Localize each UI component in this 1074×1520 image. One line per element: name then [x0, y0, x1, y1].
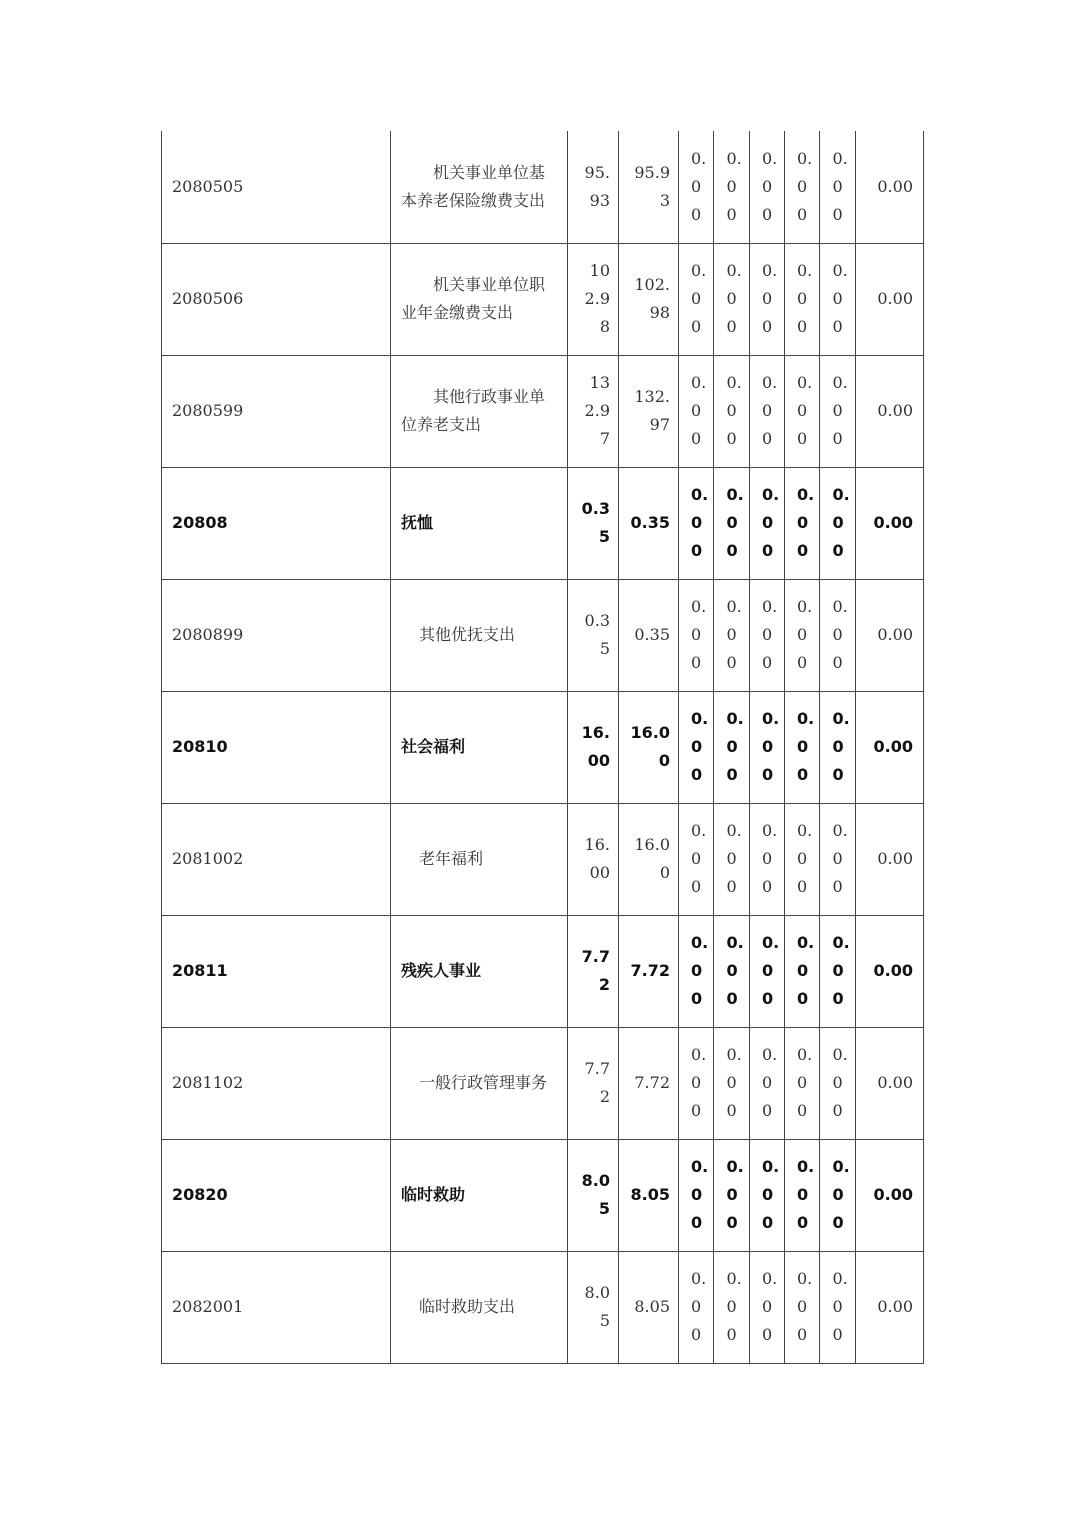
cell-zero-1	[679, 1027, 714, 1139]
cell-zero-4	[785, 803, 820, 915]
cell-code	[162, 355, 391, 467]
cell-amount-basic	[619, 1027, 679, 1139]
cell-zero-1	[679, 803, 714, 915]
cell-zero-1-text: 0.00	[691, 597, 707, 672]
cell-zero-5	[820, 131, 856, 243]
cell-zero-4-text: 0.00	[797, 709, 815, 784]
cell-code-text: 2080506	[172, 289, 244, 308]
cell-code	[162, 803, 391, 915]
cell-zero-4	[785, 915, 820, 1027]
cell-zero-1-text: 0.00	[691, 1045, 707, 1120]
cell-amount-total	[568, 579, 619, 691]
cell-zero-5	[820, 355, 856, 467]
cell-zero-2-text: 0.00	[726, 1157, 744, 1232]
cell-zero-3	[750, 803, 785, 915]
cell-zero-2-text: 0.00	[726, 933, 744, 1008]
cell-amount-basic-text: 16.00	[630, 723, 670, 770]
cell-zero-2	[714, 1139, 750, 1251]
table-row	[162, 243, 924, 355]
cell-name-text: 一般行政管理事务	[419, 1073, 548, 1092]
cell-zero-5-text: 0.00	[832, 261, 848, 336]
cell-amount-total	[568, 803, 619, 915]
cell-zero-3	[750, 1251, 785, 1363]
cell-amount-total	[568, 1027, 619, 1139]
cell-zero-2	[714, 467, 750, 579]
cell-zero-2	[714, 803, 750, 915]
cell-zero-1-text: 0.00	[691, 485, 709, 560]
cell-zero-4	[785, 467, 820, 579]
cell-zero-1	[679, 1139, 714, 1251]
cell-amount-other	[856, 691, 924, 803]
cell-amount-total-text: 7.72	[581, 947, 610, 994]
cell-code	[162, 1139, 391, 1251]
cell-zero-4-text: 0.00	[797, 1157, 815, 1232]
cell-amount-other	[856, 243, 924, 355]
cell-zero-5-text: 0.00	[832, 373, 848, 448]
cell-amount-total	[568, 467, 619, 579]
cell-amount-basic	[619, 1251, 679, 1363]
cell-zero-5	[820, 803, 856, 915]
cell-zero-5-text: 0.00	[832, 485, 850, 560]
cell-amount-basic-text: 102.98	[634, 275, 670, 322]
table-body	[162, 131, 924, 1363]
cell-zero-1	[679, 691, 714, 803]
cell-zero-5	[820, 243, 856, 355]
cell-zero-4-text: 0.00	[797, 485, 815, 560]
cell-amount-other-text: 0.00	[877, 176, 913, 196]
table-row	[162, 467, 924, 579]
cell-amount-other-text: 0.00	[877, 1073, 913, 1092]
cell-amount-other	[856, 1027, 924, 1139]
cell-name-text: 其他优抚支出	[419, 625, 516, 644]
cell-zero-2-text: 0.00	[726, 1045, 742, 1120]
table-row	[162, 131, 924, 243]
cell-amount-other	[856, 803, 924, 915]
cell-zero-2-text: 0.00	[726, 821, 742, 896]
cell-code-text: 2080599	[172, 401, 244, 420]
cell-zero-5-text: 0.00	[832, 933, 850, 1008]
cell-zero-1-text: 0.00	[691, 821, 707, 896]
cell-amount-other-text: 0.00	[877, 625, 913, 644]
cell-name-text: 临时救助支出	[419, 1297, 516, 1316]
cell-zero-5-text: 0.00	[832, 1269, 848, 1344]
cell-zero-3-text: 0.00	[762, 709, 780, 784]
cell-amount-other	[856, 579, 924, 691]
cell-amount-basic	[619, 691, 679, 803]
cell-zero-3-text: 0.00	[762, 821, 778, 896]
cell-zero-5-text: 0.00	[832, 709, 850, 784]
cell-zero-3-text: 0.00	[762, 1269, 778, 1344]
cell-code	[162, 1251, 391, 1363]
cell-zero-4-text: 0.00	[797, 821, 813, 896]
cell-zero-4	[785, 579, 820, 691]
cell-zero-4-text: 0.00	[797, 1045, 813, 1120]
cell-zero-3	[750, 131, 785, 243]
cell-zero-4-text: 0.00	[797, 933, 815, 1008]
cell-amount-other	[856, 467, 924, 579]
cell-zero-1	[679, 355, 714, 467]
cell-amount-total	[568, 131, 619, 243]
cell-zero-5	[820, 1251, 856, 1363]
cell-name	[391, 915, 568, 1027]
cell-amount-other	[856, 1139, 924, 1251]
cell-zero-3	[750, 915, 785, 1027]
cell-zero-5	[820, 691, 856, 803]
cell-name	[391, 355, 568, 467]
cell-amount-total	[568, 355, 619, 467]
cell-zero-2	[714, 131, 750, 243]
cell-code-text: 2080899	[172, 625, 244, 644]
cell-amount-total	[568, 243, 619, 355]
cell-amount-total-text: 7.72	[584, 1059, 610, 1106]
cell-zero-3-text: 0.00	[762, 148, 778, 224]
cell-amount-basic-text: 132.97	[634, 387, 670, 434]
cell-zero-2-text: 0.00	[726, 485, 744, 560]
cell-name-text: 机关事业单位基本养老保险缴费支出	[401, 162, 546, 210]
cell-amount-basic-text: 16.00	[634, 835, 670, 882]
cell-zero-3	[750, 243, 785, 355]
cell-name	[391, 467, 568, 579]
cell-name	[391, 1027, 568, 1139]
cell-name-text: 临时救助	[401, 1185, 466, 1204]
cell-zero-4	[785, 1139, 820, 1251]
cell-zero-3-text: 0.00	[762, 261, 778, 336]
cell-amount-total	[568, 915, 619, 1027]
cell-zero-2	[714, 355, 750, 467]
cell-zero-3	[750, 355, 785, 467]
cell-zero-2-text: 0.00	[726, 1269, 742, 1344]
cell-zero-3-text: 0.00	[762, 597, 778, 672]
cell-amount-total	[568, 1251, 619, 1363]
cell-zero-3	[750, 467, 785, 579]
cell-amount-total-text: 102.98	[584, 261, 610, 336]
cell-code	[162, 915, 391, 1027]
cell-amount-other	[856, 1251, 924, 1363]
cell-amount-basic	[619, 915, 679, 1027]
cell-zero-4	[785, 131, 820, 243]
cell-zero-1	[679, 1251, 714, 1363]
cell-amount-total-text: 132.97	[584, 373, 610, 448]
cell-amount-total-text: 16.00	[581, 723, 610, 770]
table-row	[162, 579, 924, 691]
cell-name-text: 抚恤	[401, 513, 434, 532]
cell-code	[162, 691, 391, 803]
cell-zero-4	[785, 1251, 820, 1363]
cell-zero-1	[679, 467, 714, 579]
cell-zero-4	[785, 355, 820, 467]
cell-zero-1-text: 0.00	[691, 1157, 709, 1232]
cell-amount-basic	[619, 131, 679, 243]
cell-zero-3	[750, 1027, 785, 1139]
cell-amount-other	[856, 131, 924, 243]
cell-name	[391, 1251, 568, 1363]
cell-name	[391, 691, 568, 803]
cell-code-text: 20808	[172, 513, 228, 532]
cell-zero-3	[750, 579, 785, 691]
cell-zero-3-text: 0.00	[762, 1157, 780, 1232]
cell-zero-2-text: 0.00	[726, 597, 742, 672]
table-row	[162, 355, 924, 467]
cell-amount-total-text: 8.05	[581, 1171, 610, 1218]
cell-amount-other-text: 0.00	[877, 1297, 913, 1316]
cell-amount-basic	[619, 355, 679, 467]
cell-zero-3	[750, 691, 785, 803]
cell-amount-basic	[619, 803, 679, 915]
table-row	[162, 691, 924, 803]
cell-zero-1	[679, 579, 714, 691]
cell-zero-2	[714, 691, 750, 803]
cell-zero-5	[820, 579, 856, 691]
cell-zero-5	[820, 1139, 856, 1251]
cell-amount-total	[568, 1139, 619, 1251]
table-row	[162, 1139, 924, 1251]
cell-code-text: 20810	[172, 737, 228, 756]
cell-amount-basic-text: 0.35	[634, 625, 670, 644]
cell-amount-basic-text: 8.05	[630, 1185, 670, 1204]
cell-zero-2-text: 0.00	[726, 261, 742, 336]
cell-zero-3	[750, 1139, 785, 1251]
cell-zero-5-text: 0.00	[832, 821, 848, 896]
cell-name	[391, 1139, 568, 1251]
cell-zero-1	[679, 915, 714, 1027]
cell-amount-other-text: 0.00	[873, 961, 913, 980]
cell-amount-basic	[619, 467, 679, 579]
cell-amount-other-text: 0.00	[873, 737, 913, 756]
cell-zero-4-text: 0.00	[797, 148, 813, 224]
cell-name-text: 社会福利	[401, 737, 466, 756]
cell-amount-basic	[619, 579, 679, 691]
cell-code-text: 2080505	[172, 176, 244, 196]
cell-zero-1-text: 0.00	[691, 261, 707, 336]
cell-code-text: 2081102	[172, 1073, 244, 1092]
cell-zero-1	[679, 131, 714, 243]
cell-zero-4	[785, 243, 820, 355]
cell-name-text: 残疾人事业	[401, 961, 482, 980]
cell-zero-5-text: 0.00	[832, 1157, 850, 1232]
cell-code	[162, 243, 391, 355]
cell-zero-4	[785, 691, 820, 803]
cell-zero-5	[820, 915, 856, 1027]
cell-amount-total-text: 8.05	[584, 1283, 610, 1330]
table-row	[162, 1251, 924, 1363]
cell-name-text: 其他行政事业单位养老支出	[401, 387, 546, 434]
cell-zero-2	[714, 915, 750, 1027]
cell-zero-2	[714, 243, 750, 355]
cell-zero-3-text: 0.00	[762, 933, 780, 1008]
table-row	[162, 1027, 924, 1139]
cell-amount-other	[856, 355, 924, 467]
cell-zero-5	[820, 467, 856, 579]
table-row	[162, 803, 924, 915]
cell-zero-1-text: 0.00	[691, 933, 709, 1008]
cell-name	[391, 803, 568, 915]
cell-amount-other	[856, 915, 924, 1027]
cell-zero-2-text: 0.00	[726, 148, 742, 224]
cell-amount-basic-text: 0.35	[630, 513, 670, 532]
cell-amount-other-text: 0.00	[877, 289, 913, 308]
cell-amount-other-text: 0.00	[877, 401, 913, 420]
cell-amount-other-text: 0.00	[873, 1185, 913, 1204]
cell-code-text: 20820	[172, 1185, 228, 1204]
cell-amount-basic	[619, 1139, 679, 1251]
cell-amount-basic-text: 8.05	[634, 1297, 670, 1316]
cell-amount-total-text: 0.35	[584, 611, 610, 658]
cell-zero-4-text: 0.00	[797, 373, 813, 448]
cell-zero-5-text: 0.00	[832, 1045, 848, 1120]
cell-code-text: 2081002	[172, 849, 244, 868]
cell-code	[162, 467, 391, 579]
cell-zero-5-text: 0.00	[832, 597, 848, 672]
cell-amount-total-text: 16.00	[584, 835, 610, 882]
cell-zero-4-text: 0.00	[797, 261, 813, 336]
cell-zero-3-text: 0.00	[762, 1045, 778, 1120]
cell-code-text: 20811	[172, 961, 228, 980]
cell-zero-5-text: 0.00	[832, 148, 848, 224]
cell-zero-3-text: 0.00	[762, 485, 780, 560]
cell-amount-total	[568, 691, 619, 803]
cell-name-text: 机关事业单位职业年金缴费支出	[401, 275, 546, 322]
cell-code	[162, 131, 391, 243]
cell-amount-other-text: 0.00	[877, 849, 913, 868]
cell-amount-basic-text: 95.93	[634, 162, 670, 210]
cell-zero-2-text: 0.00	[726, 373, 742, 448]
cell-zero-2	[714, 1251, 750, 1363]
cell-amount-basic-text: 7.72	[634, 1073, 670, 1092]
cell-code-text: 2082001	[172, 1297, 244, 1316]
budget-table	[161, 131, 924, 1364]
cell-zero-2	[714, 579, 750, 691]
cell-zero-1	[679, 243, 714, 355]
cell-amount-total-text: 0.35	[581, 499, 610, 546]
cell-name	[391, 579, 568, 691]
cell-zero-4	[785, 1027, 820, 1139]
cell-amount-basic-text: 7.72	[630, 961, 670, 980]
cell-code	[162, 1027, 391, 1139]
cell-zero-1-text: 0.00	[691, 709, 709, 784]
cell-name	[391, 243, 568, 355]
cell-zero-4-text: 0.00	[797, 1269, 813, 1344]
cell-zero-4-text: 0.00	[797, 597, 813, 672]
cell-name-text: 老年福利	[419, 849, 484, 868]
cell-zero-2	[714, 1027, 750, 1139]
cell-name	[391, 131, 568, 243]
cell-zero-1-text: 0.00	[691, 373, 707, 448]
cell-zero-2-text: 0.00	[726, 709, 744, 784]
cell-code	[162, 579, 391, 691]
cell-zero-1-text: 0.00	[691, 1269, 707, 1344]
cell-amount-other-text: 0.00	[873, 513, 913, 532]
cell-amount-total-text: 95.93	[584, 162, 610, 210]
cell-zero-1-text: 0.00	[691, 148, 707, 224]
table-row	[162, 915, 924, 1027]
cell-zero-5	[820, 1027, 856, 1139]
cell-zero-3-text: 0.00	[762, 373, 778, 448]
cell-amount-basic	[619, 243, 679, 355]
